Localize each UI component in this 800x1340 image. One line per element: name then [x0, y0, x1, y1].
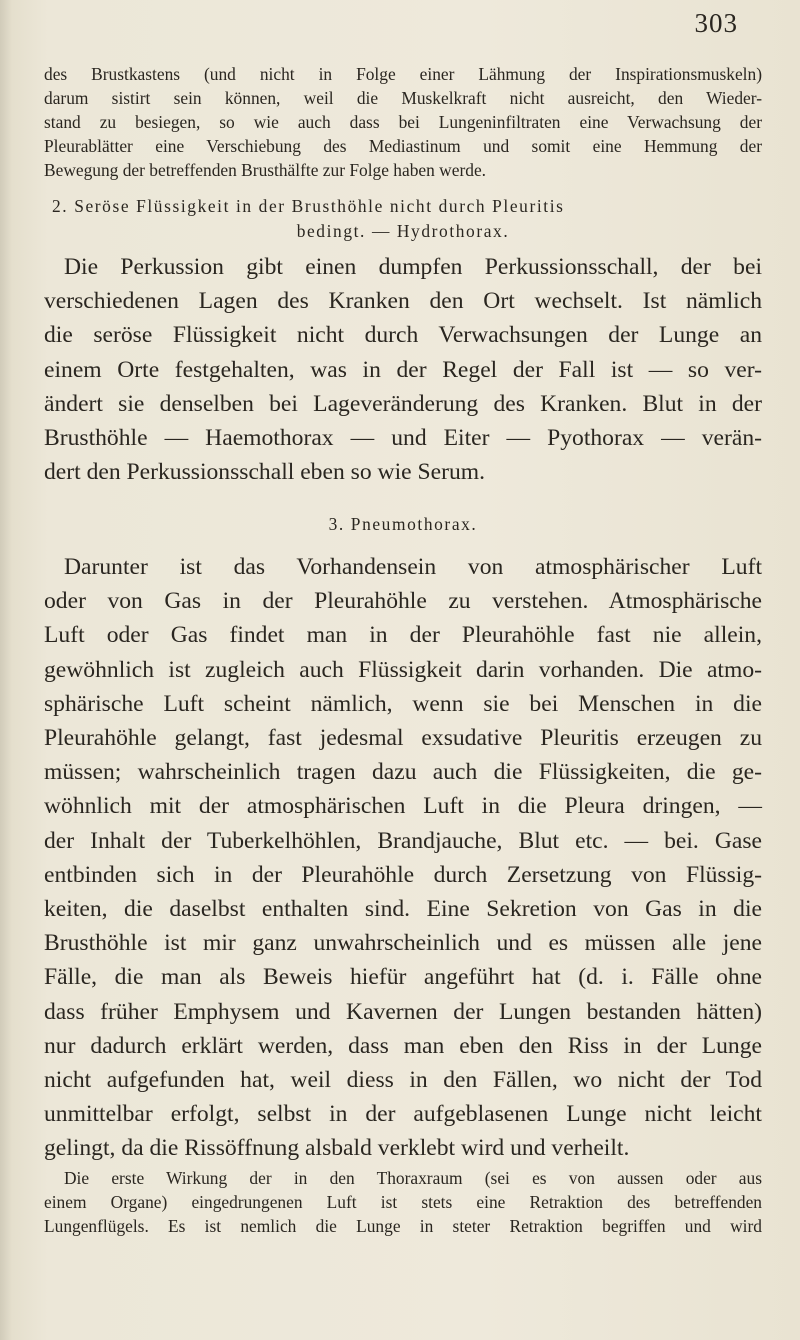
text-line: des Brustkastens (und nicht in Folge einer Lähmung der Inspirationsmuskeln)	[44, 64, 762, 84]
text-line: Luft oder Gas findet man in der Pleurahöhle fast nie allein,	[44, 622, 762, 649]
text-line: die seröse Flüssigkeit nicht durch Verwachsungen der Lunge an	[44, 322, 762, 349]
text-line: nicht aufgefunden hat, weil diess in den Fällen, wo nicht der Tod	[44, 1067, 762, 1094]
text-line: gelingt, da die Rissöffnung alsbald verklebt wird und verheilt.	[44, 1135, 630, 1162]
text-line: Lungenflügels. Es ist nemlich die Lunge in steter Retraktion begriffen und wird	[44, 1216, 762, 1236]
text-line: dert den Perkussionsschall eben so wie Serum.	[44, 459, 485, 486]
small-print-paragraph	[44, 1166, 762, 1238]
section-heading-hydrothorax	[44, 194, 762, 244]
text-line: oder von Gas in der Pleurahöhle zu verstehen. Atmosphärische	[44, 588, 762, 615]
continuation-paragraph	[44, 62, 762, 182]
text-line: Die erste Wirkung der in den Thoraxraum (sei es von aussen oder aus	[64, 1168, 762, 1188]
hydrothorax-paragraph	[44, 250, 762, 489]
text-line: Darunter ist das Vorhandensein von atmosphärischer Luft	[64, 554, 762, 580]
text-line: einem Orte festgehalten, was in der Regel der Fall ist — so ver-	[44, 356, 762, 383]
text-line: müssen; wahrscheinlich tragen dazu auch die Flüssigkeiten, die ge-	[44, 759, 762, 786]
text-line: Brusthöhle ist mir ganz unwahrscheinlich und es müssen alle jene	[44, 930, 762, 957]
text-line: Brusthöhle — Haemothorax — und Eiter — Pyothorax — verän-	[44, 425, 762, 452]
heading-line: bedingt. — Hydrothorax.	[296, 221, 510, 241]
heading-line: 2. Seröse Flüssigkeit in der Brusthöhle nicht durch Pleuritis	[52, 196, 565, 216]
text-line: einem Organe) eingedrungenen Luft ist stets eine Retraktion des betreffenden	[44, 1192, 762, 1212]
text-line: Pleurablätter eine Verschiebung des Mediastinum und somit eine Hemmung der	[44, 136, 762, 156]
text-line: keiten, die daselbst enthalten sind. Eine Sekretion von Gas in die	[44, 896, 762, 923]
text-line: nur dadurch erklärt werden, dass man eben den Riss in der Lunge	[44, 1032, 762, 1059]
text-line: Fälle, die man als Beweis hiefür angeführt hat (d. i. Fälle ohne	[44, 964, 762, 991]
page-number: 303	[694, 8, 738, 38]
text-line: stand zu besiegen, so wie auch dass bei Lungeninfiltraten eine Verwachsung der	[44, 112, 762, 132]
text-line: der Inhalt der Tuberkelhöhlen, Brandjauche, Blut etc. — bei. Gase	[44, 827, 762, 854]
text-line: gewöhnlich ist zugleich auch Flüssigkeit darin vorhanden. Die atmo-	[44, 656, 762, 683]
text-line: Pleurahöhle gelangt, fast jedesmal exsudative Pleuritis erzeugen zu	[44, 725, 762, 752]
text-line: sphärische Luft scheint nämlich, wenn sie bei Menschen in die	[44, 690, 762, 717]
text-line: unmittelbar erfolgt, selbst in der aufgeblasenen Lunge nicht leicht	[44, 1101, 762, 1128]
text-line: Bewegung der betreffenden Brusthälfte zur Folge haben werde.	[44, 160, 487, 180]
text-line: wöhnlich mit der atmosphärischen Luft in die Pleura dringen, —	[44, 793, 762, 820]
text-line: Die Perkussion gibt einen dumpfen Perkussionsschall, der bei	[64, 254, 762, 280]
text-line: entbinden sich in der Pleurahöhle durch Zersetzung von Flüssig-	[44, 861, 762, 888]
text-line: ändert sie denselben bei Lageveränderung des Kranken. Blut in der	[44, 390, 762, 417]
text-line: darum sistirt sein können, weil die Muskelkraft nicht ausreicht, den Wieder-	[44, 88, 762, 108]
pneumothorax-paragraph	[44, 550, 762, 1166]
section-heading-pneumothorax: 3. Pneumothorax.	[328, 514, 478, 534]
text-line: verschiedenen Lagen des Kranken den Ort wechselt. Ist nämlich	[44, 288, 762, 315]
page-edge-shadow	[0, 0, 12, 1340]
text-line: dass früher Emphysem und Kavernen der Lungen bestanden hätten)	[44, 998, 762, 1025]
